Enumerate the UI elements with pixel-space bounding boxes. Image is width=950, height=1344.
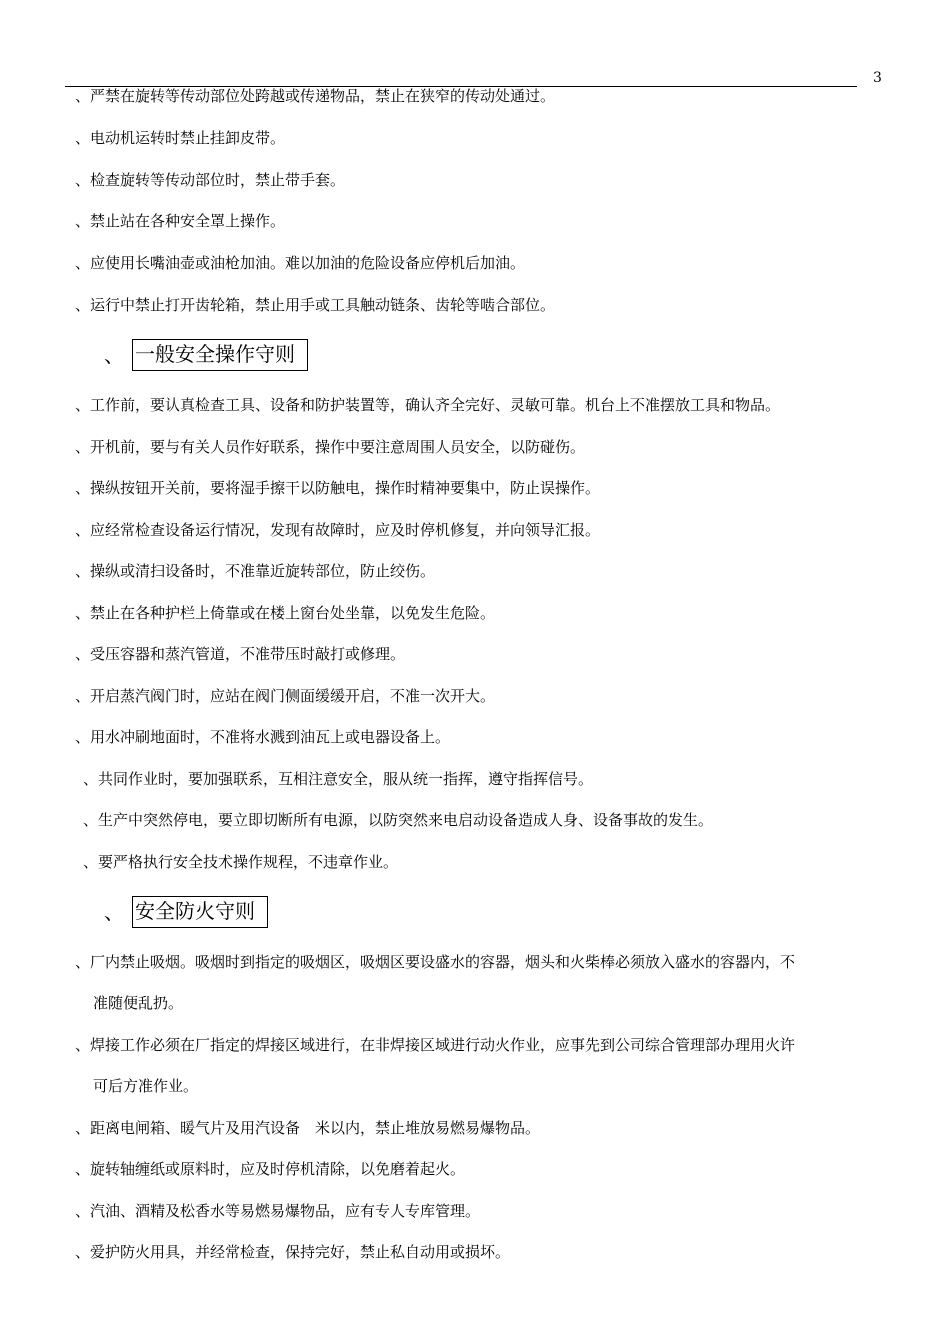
page-number: 3 bbox=[873, 70, 882, 86]
list-item: 、要严格执行安全技术操作规程，不违章作业。 bbox=[83, 853, 399, 871]
list-item: 、距离电闸箱、暖气片及用汽设备 米以内，禁止堆放易燃易爆物品。 bbox=[75, 1119, 541, 1137]
list-item: 、应经常检查设备运行情况，发现有故障时，应及时停机修复，并向领导汇报。 bbox=[75, 521, 601, 539]
list-item: 、生产中突然停电，要立即切断所有电源，以防突然来电启动设备造成人身、设备事故的发生。 bbox=[83, 811, 714, 829]
list-item: 、禁止在各种护栏上倚靠或在楼上窗台处坐靠，以免发生危险。 bbox=[75, 604, 496, 622]
list-item: 、操纵或清扫设备时，不准靠近旋转部位，防止绞伤。 bbox=[75, 562, 436, 580]
section-heading-general bbox=[104, 339, 308, 371]
heading-title: 一般安全操作守则 bbox=[132, 339, 308, 371]
list-item: 、旋转轴缠纸或原料时，应及时停机清除，以免磨着起火。 bbox=[75, 1160, 466, 1178]
list-item: 、运行中禁止打开齿轮箱，禁止用手或工具触动链条、齿轮等啮合部位。 bbox=[75, 296, 556, 314]
list-item: 、操纵按钮开关前，要将湿手擦干以防触电，操作时精神要集中，防止误操作。 bbox=[75, 479, 601, 497]
section-heading-fire bbox=[104, 896, 268, 928]
list-item: 、应使用长嘴油壶或油枪加油。难以加油的危险设备应停机后加油。 bbox=[75, 254, 526, 272]
heading-title: 安全防火守则 bbox=[132, 896, 268, 928]
list-item: 、工作前，要认真检查工具、设备和防护装置等，确认齐全完好、灵敏可靠。机台上不准摆放工具和物品。 bbox=[75, 396, 781, 414]
heading-separator: 、 bbox=[104, 900, 124, 924]
list-item: 、爱护防火用具，并经常检查，保持完好，禁止私自动用或损坏。 bbox=[75, 1243, 511, 1261]
list-item: 、检查旋转等传动部位时，禁止带手套。 bbox=[75, 171, 346, 189]
list-item: 、禁止站在各种安全罩上操作。 bbox=[75, 212, 286, 230]
list-item-continuation: 可后方准作业。 bbox=[93, 1077, 199, 1095]
list-item: 、严禁在旋转等传动部位处跨越或传递物品，禁止在狭窄的传动处通过。 bbox=[75, 87, 556, 105]
list-item: 、汽油、酒精及松香水等易燃易爆物品，应有专人专库管理。 bbox=[75, 1202, 481, 1220]
list-item: 、受压容器和蒸汽管道，不准带压时敲打或修理。 bbox=[75, 645, 406, 663]
list-item: 、用水冲刷地面时，不准将水溅到油瓦上或电器设备上。 bbox=[75, 728, 451, 746]
heading-separator: 、 bbox=[104, 343, 124, 367]
list-item: 、厂内禁止吸烟。吸烟时到指定的吸烟区，吸烟区要设盛水的容器，烟头和火柴棒必须放入盛水的容器内，不 bbox=[75, 953, 796, 971]
list-item-continuation: 准随便乱扔。 bbox=[93, 994, 184, 1012]
list-item: 、共同作业时，要加强联系，互相注意安全，服从统一指挥，遵守指挥信号。 bbox=[83, 770, 594, 788]
list-item: 、开启蒸汽阀门时，应站在阀门侧面缓缓开启，不准一次开大。 bbox=[75, 687, 496, 705]
list-item: 、开机前，要与有关人员作好联系，操作中要注意周围人员安全，以防碰伤。 bbox=[75, 438, 586, 456]
list-item: 、焊接工作必须在厂指定的焊接区域进行，在非焊接区域进行动火作业，应事先到公司综合管理部办理用火许 bbox=[75, 1036, 796, 1054]
list-item: 、电动机运转时禁止挂卸皮带。 bbox=[75, 129, 286, 147]
